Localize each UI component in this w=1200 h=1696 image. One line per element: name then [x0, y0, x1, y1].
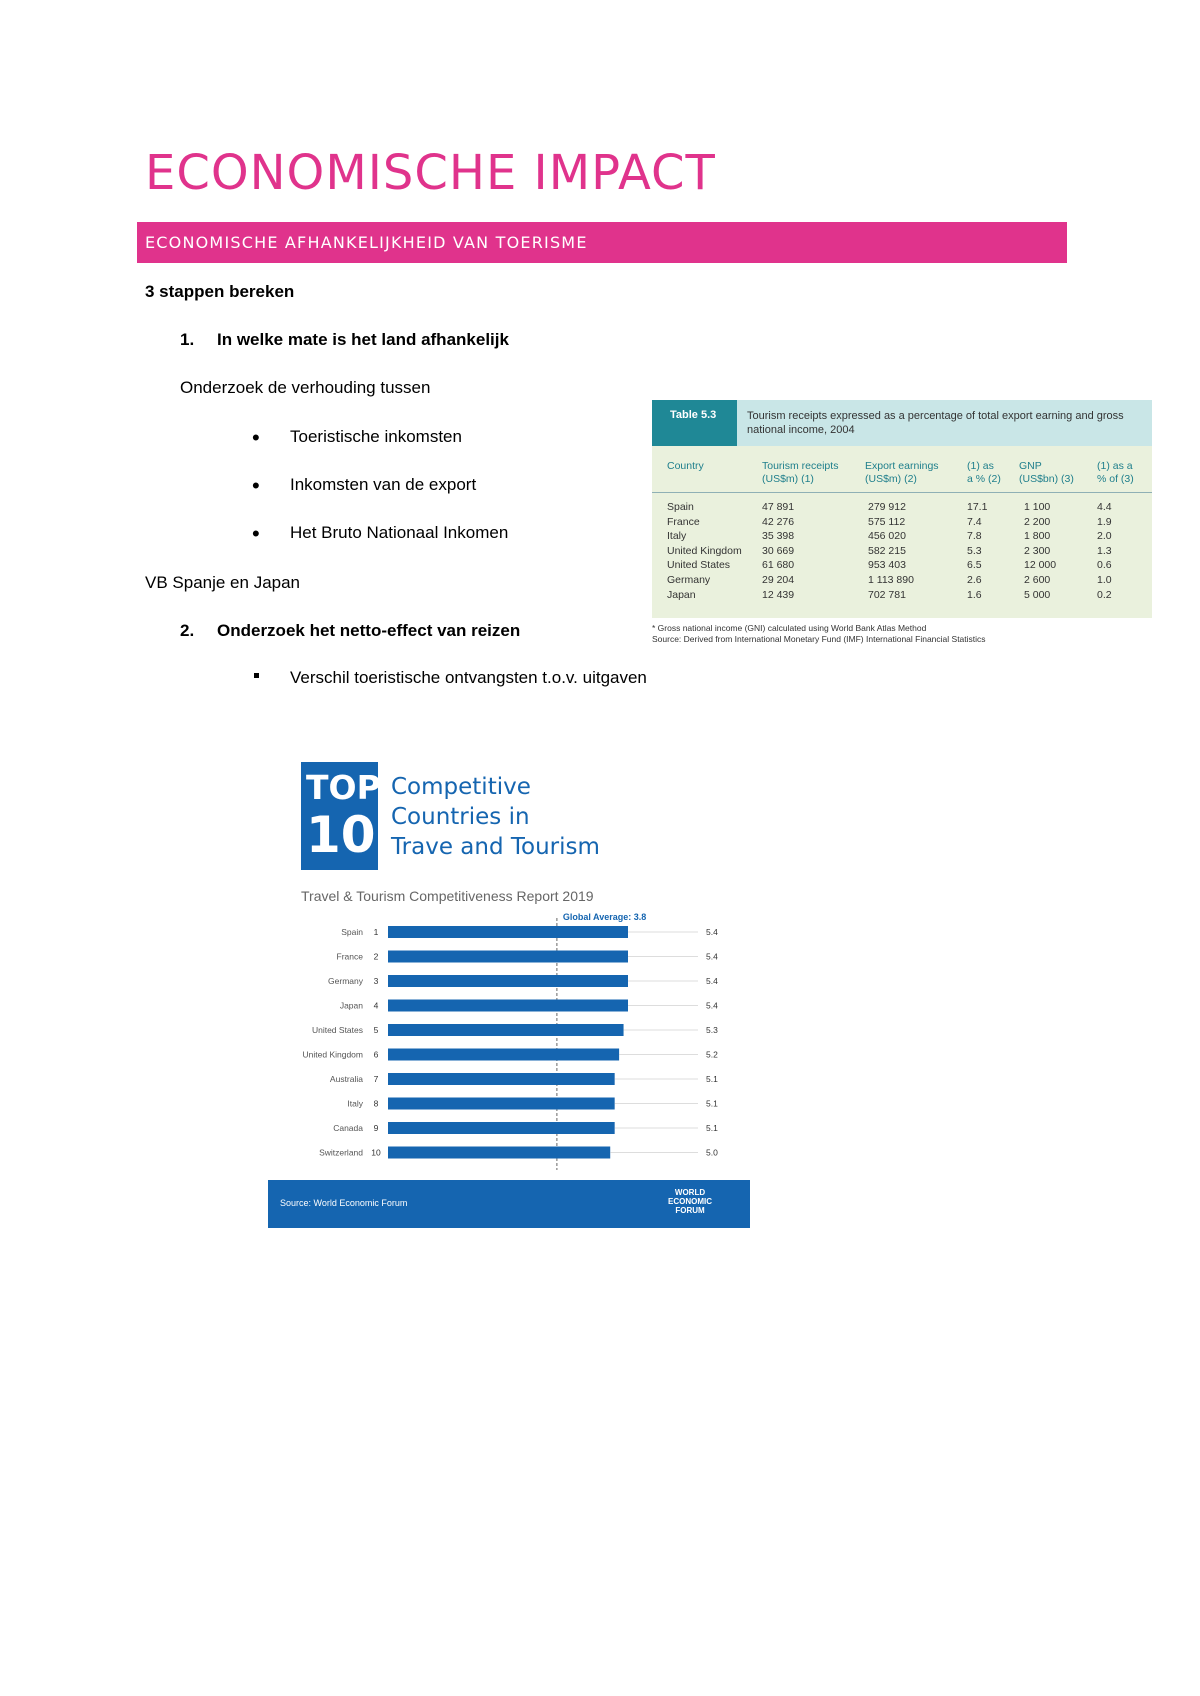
table-header-pct-gnp: (1) as a % of (3) [1097, 460, 1134, 485]
table-row-country: Spain [667, 501, 694, 513]
bar [388, 1147, 610, 1159]
bar [388, 926, 628, 938]
tourism-receipts-table [652, 400, 1152, 618]
value-label: 5.1 [706, 1123, 718, 1133]
bullet-item: Verschil toeristische ontvangsten t.o.v. uitgaven [290, 668, 647, 687]
table-cell: 42 276 [762, 515, 795, 528]
bullet-icon: • [252, 473, 260, 498]
table-footnote: Source: Derived from International Monetary Fund (IMF) International Financial Statistics [652, 634, 986, 644]
rank-label: 7 [373, 1074, 379, 1084]
table-cell: 5 000 [1024, 588, 1051, 601]
rank-label: 9 [373, 1123, 379, 1133]
step1-label: In welke mate is het land afhankelijk [217, 330, 509, 349]
table-cell: 17.1 [967, 501, 988, 513]
top-number: 10 [306, 806, 376, 864]
rank-label: 6 [373, 1049, 379, 1060]
table-row-country: Japan [667, 588, 696, 601]
infographic-footer [268, 1180, 750, 1228]
bar [388, 951, 628, 963]
section-heading: ECONOMISCHE AFHANKELIJKHEID VAN TOERISME [145, 233, 588, 252]
table-cell: 2.0 [1097, 530, 1112, 543]
table-cell: 1.6 [967, 588, 982, 601]
table-header-receipts: Tourism receipts (US$m) (1) [762, 460, 839, 485]
table-cell: 456 020 [868, 530, 906, 543]
value-label: 5.4 [706, 927, 718, 937]
bar [388, 1049, 619, 1061]
table-cell: 7.4 [967, 515, 982, 528]
rank-label: 2 [373, 951, 379, 962]
rank-label: 3 [373, 976, 379, 986]
bullet-icon: • [252, 425, 260, 450]
category-label: Spain [341, 927, 363, 937]
table-cell: 2 300 [1024, 544, 1051, 557]
table-cell: 1 100 [1024, 501, 1051, 513]
step1-intro: Onderzoek de verhouding tussen [180, 378, 431, 397]
category-label: France [336, 951, 363, 962]
value-label: 5.4 [706, 1000, 718, 1011]
table-cell: 1.0 [1097, 574, 1112, 586]
table-divider [652, 492, 1152, 493]
table-row-country: Germany [667, 574, 711, 586]
table-tag: Table 5.3 [652, 400, 737, 446]
table-cell: 1 800 [1024, 530, 1051, 543]
table-cell: 1.3 [1097, 544, 1112, 557]
table-cell: 2 200 [1024, 515, 1051, 528]
step2-number: 2. [180, 621, 195, 640]
example-text: VB Spanje en Japan [145, 573, 301, 592]
headline-line: Competitive [391, 774, 531, 800]
top-label: TOP [306, 768, 381, 807]
rank-label: 8 [373, 1098, 379, 1109]
value-label: 5.4 [706, 951, 718, 962]
category-label: Australia [329, 1074, 363, 1084]
table-row-country: Italy [667, 530, 687, 543]
rank-label: 1 [373, 927, 379, 937]
table-cell: 35 398 [762, 530, 795, 543]
category-label: United Kingdom [302, 1049, 363, 1060]
bar [388, 1122, 615, 1134]
step2-label: Onderzoek het netto-effect van reizen [217, 621, 521, 640]
category-label: Germany [328, 976, 363, 986]
table-cell: 953 403 [868, 559, 906, 572]
table-cell: 1 113 890 [868, 574, 914, 586]
table-footnote: * Gross national income (GNI) calculated using World Bank Atlas Method [652, 623, 927, 633]
table-header-gnp: GNP (US$bn) (3) [1019, 460, 1074, 485]
table-cell: 0.2 [1097, 588, 1112, 601]
ranking-bar-chart [268, 910, 750, 1170]
bar [388, 1024, 624, 1036]
footer-source: Source: World Economic Forum [280, 1198, 408, 1208]
bar [388, 1000, 628, 1012]
category-label: Switzerland [319, 1147, 363, 1158]
table-cell: 5.3 [967, 544, 982, 557]
table-row-country: United Kingdom [667, 544, 742, 557]
value-label: 5.4 [706, 976, 718, 986]
table-cell: 1.9 [1097, 515, 1112, 528]
table-header-export: Export earnings (US$m) (2) [865, 460, 939, 485]
headline-line: Countries in [391, 804, 530, 830]
rank-label: 10 [371, 1147, 381, 1158]
step1-number: 1. [180, 330, 195, 349]
table-cell: 702 781 [868, 588, 906, 601]
table-cell: 7.8 [967, 530, 982, 543]
bar [388, 1073, 615, 1085]
table-cell: 0.6 [1097, 559, 1112, 572]
rank-label: 5 [373, 1025, 379, 1035]
wef-logo: WORLD ECONOMIC FORUM [668, 1188, 712, 1215]
table-cell: 2.6 [967, 574, 982, 586]
headline-line: Trave and Tourism [391, 834, 600, 860]
square-bullet-icon [254, 673, 259, 678]
value-label: 5.1 [706, 1098, 718, 1109]
rank-label: 4 [373, 1000, 379, 1011]
table-cell: 30 669 [762, 544, 795, 557]
steps-intro: 3 stappen bereken [145, 282, 295, 301]
table-cell: 29 204 [762, 574, 795, 586]
bullet-icon: • [252, 521, 260, 546]
table-cell: 6.5 [967, 559, 982, 572]
bullet-item: Toeristische inkomsten [290, 427, 462, 446]
table-row-country: United States [667, 559, 731, 572]
page-title: ECONOMISCHE IMPACT [145, 145, 716, 201]
top10-badge [301, 762, 381, 870]
value-label: 5.0 [706, 1147, 718, 1158]
reference-label: Global Average: 3.8 [562, 912, 647, 922]
table-cell: 582 215 [868, 544, 906, 557]
bullet-item: Inkomsten van de export [290, 475, 477, 494]
table-cell: 575 112 [868, 515, 906, 528]
value-label: 5.1 [706, 1074, 718, 1084]
table-cell: 47 891 [762, 501, 795, 513]
table-header-pct-export: (1) as a % (2) [967, 460, 1001, 485]
category-label: United States [311, 1025, 363, 1035]
category-label: Japan [339, 1000, 363, 1011]
table-cell: 2 600 [1024, 574, 1051, 586]
category-label: Canada [333, 1123, 363, 1133]
value-label: 5.2 [706, 1049, 718, 1060]
table-cell: 12 439 [762, 588, 795, 601]
table-cell: 61 680 [762, 559, 795, 572]
table-row-country: France [667, 515, 700, 528]
bar [388, 1098, 615, 1110]
value-label: 5.3 [706, 1025, 718, 1035]
competitiveness-infographic [268, 760, 750, 1228]
category-label: Italy [347, 1098, 363, 1109]
bullet-item: Het Bruto Nationaal Inkomen [290, 523, 509, 542]
table-header-country: Country [667, 460, 704, 472]
table-cell: 12 000 [1024, 559, 1057, 572]
bar [388, 975, 628, 987]
chart-subtitle: Travel & Tourism Competitiveness Report 2019 [301, 888, 594, 904]
table-cell: 279 912 [868, 501, 906, 513]
section-band [137, 222, 1067, 263]
table-caption: Tourism receipts expressed as a percentage of total export earning and gross national income, 2004 [747, 410, 1124, 436]
table-cell: 4.4 [1097, 501, 1112, 513]
